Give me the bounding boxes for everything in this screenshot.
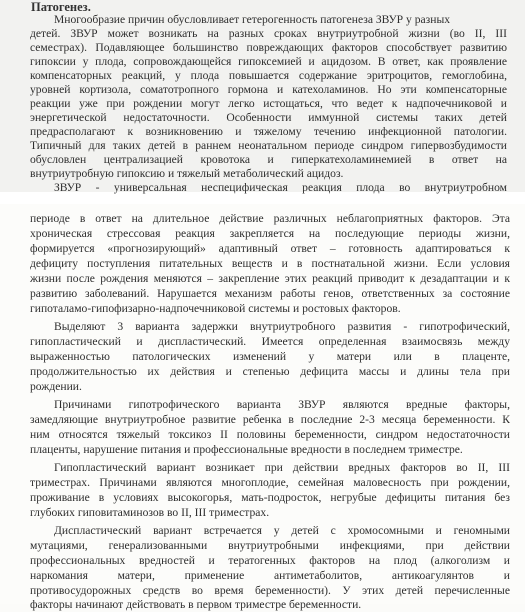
text-line: противосудорожных средств во время беременности). У этих детей перечисленные	[30, 584, 510, 597]
text-line: наркомания матери, применение антиметаболитов, антикоагулянтов и	[30, 569, 510, 582]
text-line: замедляющие внутриутробное развитие ребенка в последние 2-3 месяца беременности. К	[30, 413, 510, 426]
text-line: продолжительностью их действия и степенью дефицита массы и длины тела при	[30, 365, 510, 378]
text-line: внутриутробную гипоксию и тяжелый метаболический ацидоз.	[30, 167, 344, 180]
text-line: профессиональных вредностей и тератогенных факторов на плод (алкоголизм и	[30, 554, 510, 567]
section-heading: Патогенез.	[31, 0, 91, 14]
text-line: Многообразие причин обусловливает гетерогенность патогенеза ЗВУР у разных	[54, 13, 451, 26]
text-line: рождении.	[30, 380, 82, 393]
text-line: Типичный для таких детей в раннем неонатальном периоде синдром гипервозбудимости	[30, 139, 507, 152]
text-line: жизни после рождения меняются – закрепление этих реакций приводит к дезадаптации и к	[30, 272, 510, 285]
text-line: формируется «прогнозирующий» адаптивный ответ – готовность адаптироваться к	[30, 242, 510, 255]
text-line: энергетической недостаточности. Особенности иммунной системы таких детей	[30, 111, 507, 124]
text-line: факторы начинают действовать в первом триместре беременности.	[30, 598, 362, 611]
text-line: глубоких гиповитаминозов во II, III триместрах.	[30, 506, 270, 519]
text-line: мутациями, генерализованными внутриутробными инфекциями, при действии	[30, 539, 510, 552]
text-line: предрасполагают к возникновению и тяжелому течению инфекционной патологии.	[30, 125, 507, 138]
text-line: гипопластический и диспластический. Имеется определенная взаимосвязь между	[30, 335, 510, 348]
text-line: Выделяют 3 варианта задержки внутриутробного развития - гипотрофический,	[54, 320, 510, 333]
text-line: компенсаторных реакций, у плода повышается содержание эритроцитов, гемоглобина,	[30, 69, 507, 82]
text-line: хроническая стрессовая реакция закрепляется на последующие периоды жизни,	[30, 227, 510, 240]
text-line: уровней кортизола, соматотропного гормона и катехоламинов. Но эти компенсаторные	[30, 83, 507, 96]
text-line: дефициту поступления питательных веществ и в постнатальной жизни. Если условия	[30, 257, 510, 270]
text-line: выраженностью патологических изменений у матери или в плаценте,	[30, 350, 510, 363]
text-line: развитию заболеваний. Нарушается механизм работы генов, ответственных за состояние	[30, 287, 510, 300]
text-line: детей. ЗВУР может возникать на разных сроках внутриутробной жизни (во II, III	[30, 27, 507, 40]
text-line: Причинами гипотрофического варианта ЗВУР являются вредные факторы,	[54, 398, 510, 411]
text-line: гипоталамо-гипофизарно-надпочечниковой системы и ростовых факторов.	[30, 302, 401, 315]
text-line: гипоксии у плода, сопровождающейся гипоксемией и ацидозом. В ответ, как проявление	[30, 55, 507, 68]
text-line: обусловлен централизацией кровотока и гиперкатехоламинемией в ответ на	[30, 153, 507, 166]
text-line: реакции уже при рождении могут легко истощаться, что ведет к надпочечниковой и	[30, 97, 507, 110]
text-line: плаценты, нарушение питания и профессиональные вредности в последнем триместре.	[30, 443, 463, 456]
text-line: ЗВУР - универсальная неспецифическая реакция плода во внутриутробном	[54, 181, 507, 194]
text-line: периоде в ответ на длительное действие различных неблагоприятных факторов. Эта	[30, 212, 510, 225]
text-line: Гипопластический вариант возникает при действии вредных факторов во II, III	[54, 461, 510, 474]
text-line: триместрах. Причинами являются многоплодие, семейная маловесность при рождении,	[30, 476, 510, 489]
text-line: проживание в условиях высокогорья, мать-подросток, негрубые дефициты питания без	[30, 491, 510, 504]
text-line: Диспластический вариант встречается у детей с хромосомными и геномными	[54, 524, 510, 537]
text-line: ним относятся тяжелый токсикоз II половины беременности, синдром недостаточности	[30, 428, 510, 441]
text-line: семестрах). Подавляющее большинство повреждающих факторов способствует развитию	[30, 41, 507, 54]
